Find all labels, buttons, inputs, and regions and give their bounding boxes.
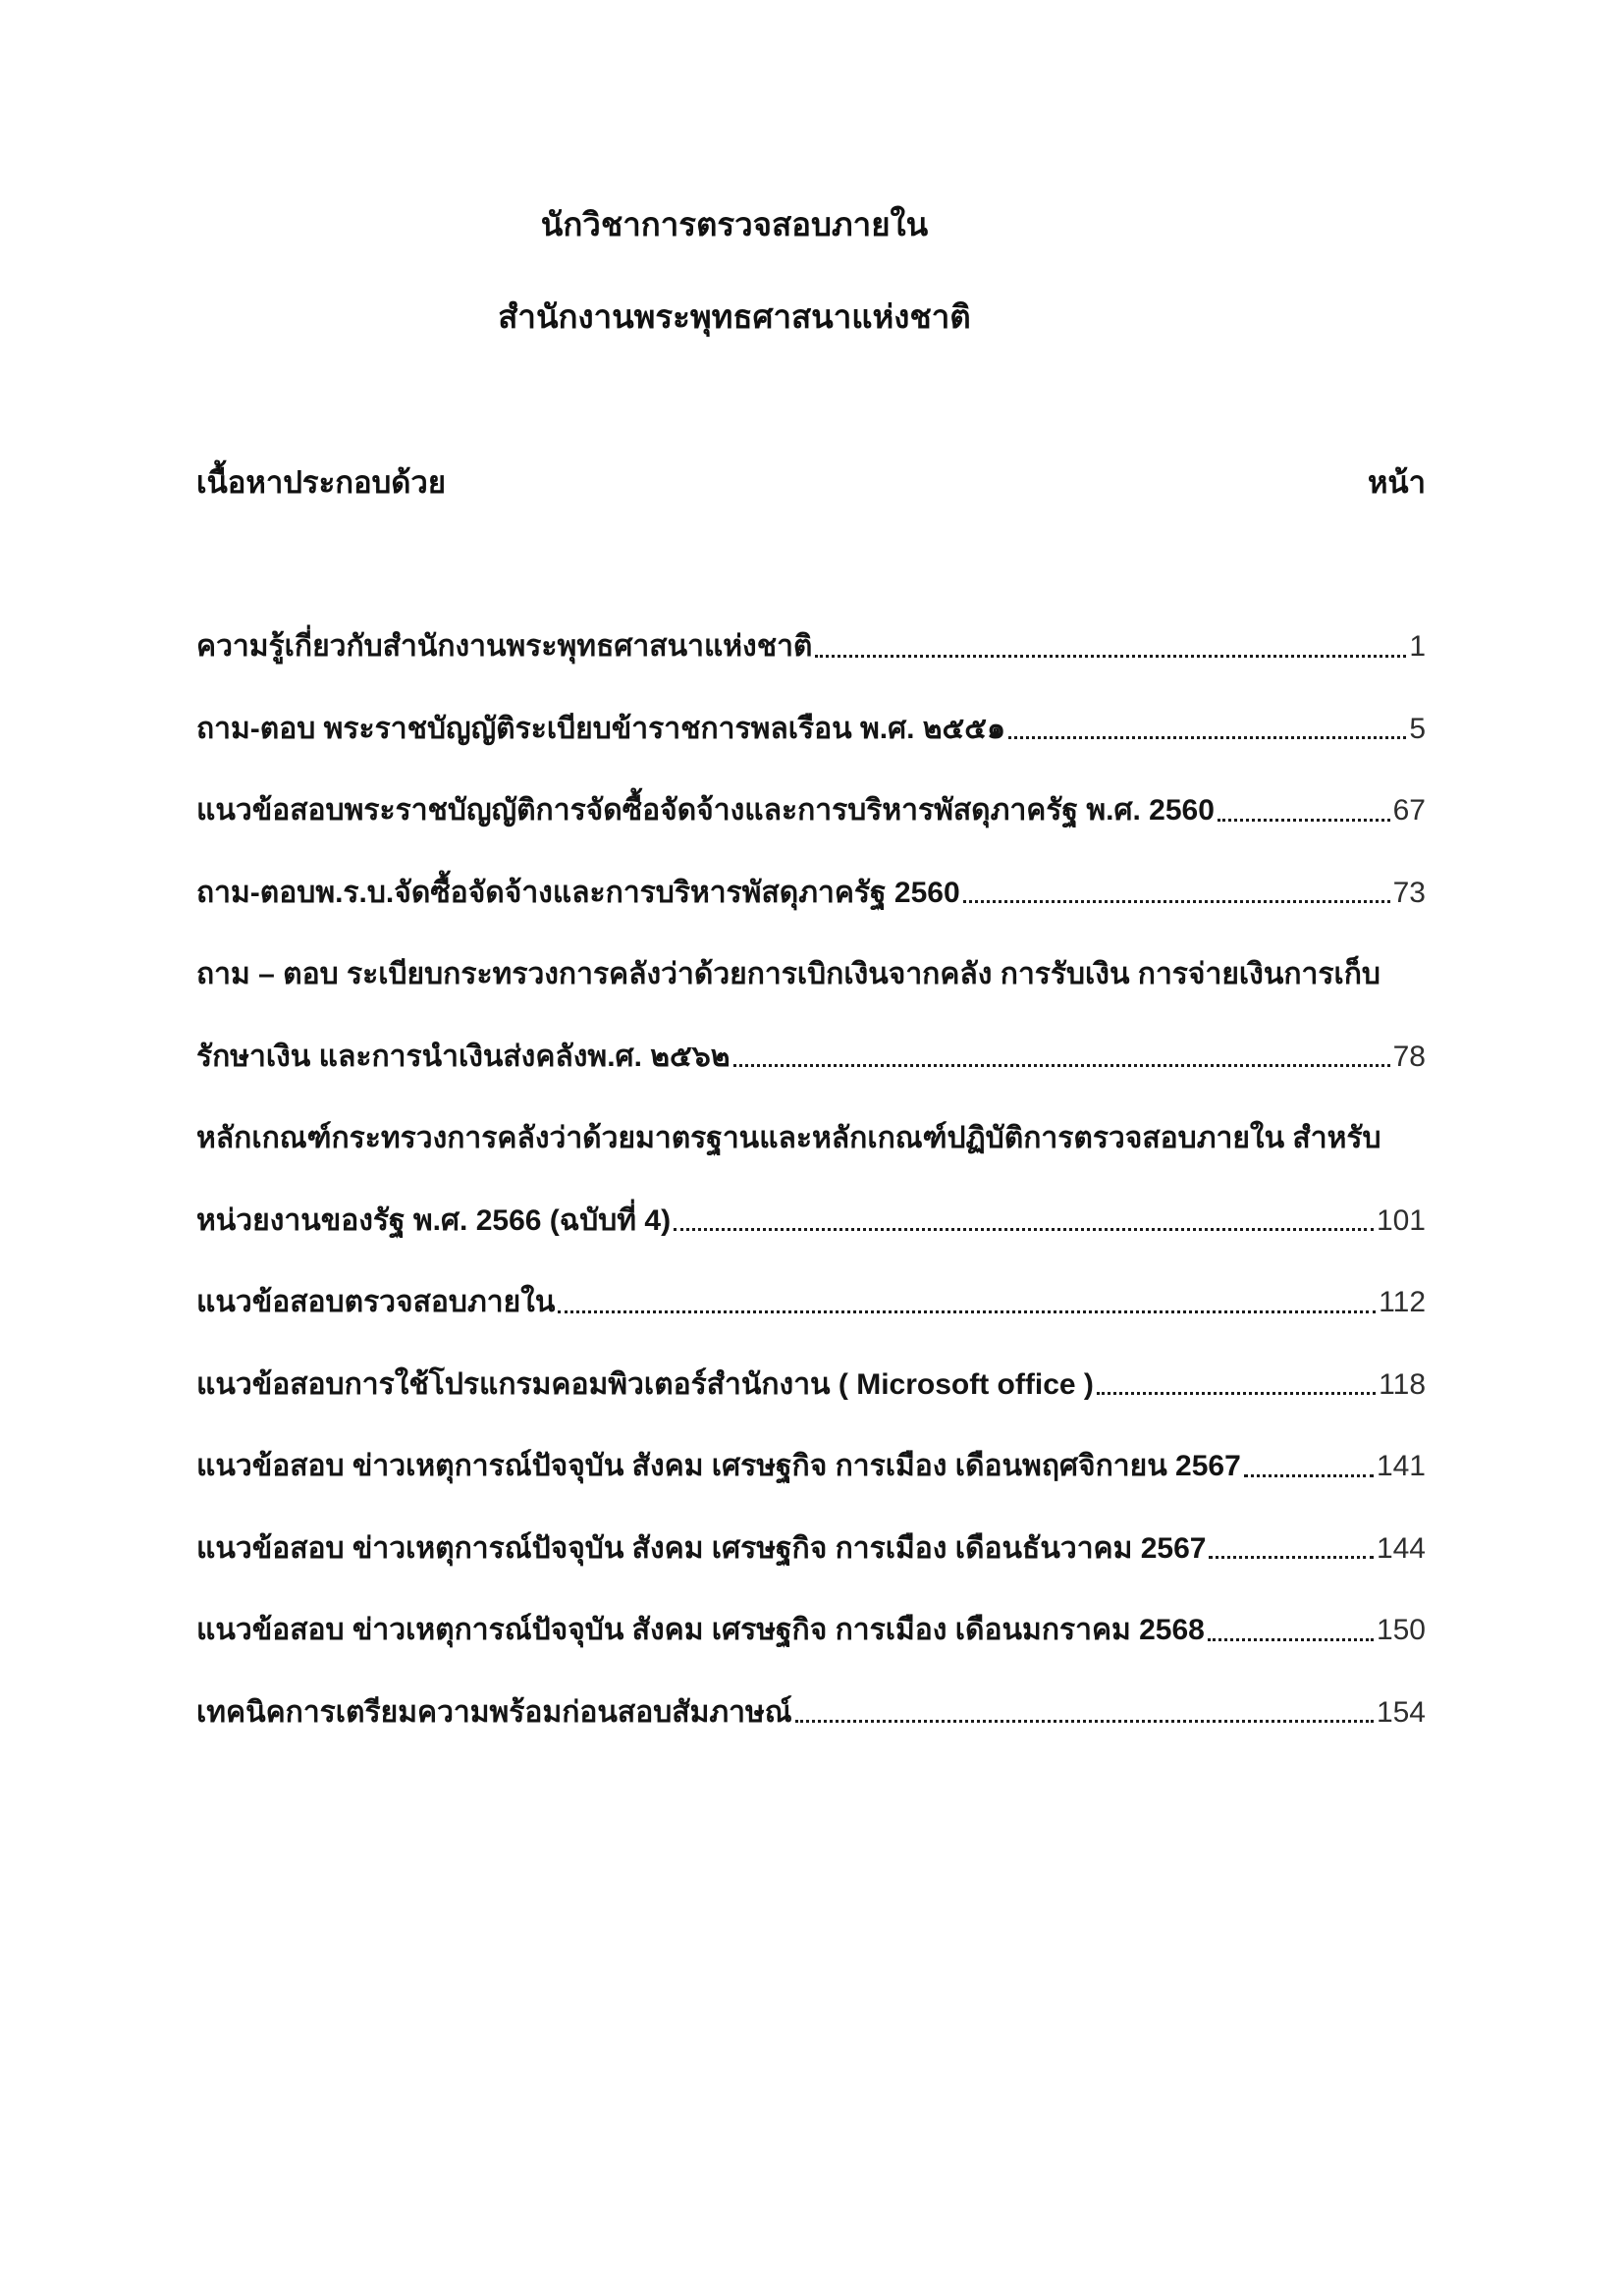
toc-page-number: 67: [1392, 794, 1426, 827]
toc-page-number: 154: [1376, 1695, 1426, 1729]
toc-page-number: 78: [1392, 1040, 1426, 1073]
toc-entry-line: [196, 923, 1426, 1005]
toc-entry-line: [196, 1661, 1426, 1743]
dot-leader: [795, 1720, 1374, 1723]
toc-header-row: [196, 457, 1426, 507]
document-title-line1: นักวิชาการตรวจสอบภายใน: [540, 206, 929, 242]
toc-page-number: 144: [1376, 1531, 1426, 1565]
toc-page-number: 5: [1409, 712, 1426, 745]
toc-entry-title: ถาม-ตอบ พระราชบัญญัติระเบียบข้าราชการพลเรือน พ.ศ. ๒๕๕๑: [196, 712, 1006, 745]
dot-leader: [1008, 736, 1406, 739]
toc-entry-title: แนวข้อสอบ ข่าวเหตุการณ์ปัจจุบัน สังคม เศรษฐกิจ การเมือง เดือนมกราคม 2568: [196, 1614, 1205, 1646]
toc-entry-title: รักษาเงิน และการนำเงินส่งคลังพ.ศ. ๒๕๖๒: [196, 1040, 731, 1073]
toc-entry-line: [196, 1578, 1426, 1661]
dot-leader: [1209, 1556, 1373, 1559]
dot-leader: [558, 1310, 1376, 1313]
dot-leader: [1208, 1638, 1374, 1641]
dot-leader: [1218, 819, 1390, 822]
toc-entry-title: ถาม-ตอบพ.ร.บ.จัดซื้อจัดจ้างและการบริหารพัสดุภาครัฐ 2560: [196, 876, 960, 909]
toc-entry-line: [196, 759, 1426, 841]
dot-leader: [1097, 1392, 1376, 1395]
toc-entry-line: [196, 1005, 1426, 1088]
toc-contents-label: เนื้อหาประกอบด้วย: [196, 465, 446, 500]
toc-entry-title: แนวข้อสอบตรวจสอบภายใน: [196, 1286, 556, 1318]
dot-leader: [674, 1228, 1374, 1231]
dot-leader: [963, 900, 1390, 903]
toc-entry-line: [196, 1497, 1426, 1579]
toc-page-number: 112: [1379, 1286, 1426, 1318]
toc-entry-line: [196, 1087, 1426, 1169]
toc-page-number: 118: [1379, 1367, 1426, 1401]
toc-list: [196, 595, 1426, 1742]
document-title-line2: สำนักงานพระพุทธศาสนาแห่งชาติ: [498, 298, 971, 335]
toc-entry-line: [196, 595, 1426, 677]
toc-entry-line: [196, 1415, 1426, 1497]
toc-entry-line: [196, 1333, 1426, 1415]
toc-entry-line: [196, 841, 1426, 924]
toc-entry-title: เทคนิคการเตรียมความพร้อมก่อนสอบสัมภาษณ์: [196, 1695, 792, 1729]
toc-page-number: 141: [1376, 1450, 1426, 1482]
toc-entry-title: ถาม – ตอบ ระเบียบกระทรวงการคลังว่าด้วยการเบิกเงินจากคลัง การรับเงิน การจ่ายเงินการเก็บ: [196, 958, 1380, 990]
toc-entry-title: แนวข้อสอบ ข่าวเหตุการณ์ปัจจุบัน สังคม เศรษฐกิจ การเมือง เดือนธันวาคม 2567: [196, 1531, 1207, 1565]
toc-entry-line: [196, 1251, 1426, 1333]
toc-entry-title: แนวข้อสอบการใช้โปรแกรมคอมพิวเตอร์สำนักงาน ( Microsoft office ): [196, 1367, 1094, 1401]
toc-page-number: 101: [1376, 1203, 1426, 1237]
toc-page-number: 1: [1409, 630, 1426, 663]
toc-entry-title: แนวข้อสอบ ข่าวเหตุการณ์ปัจจุบัน สังคม เศรษฐกิจ การเมือง เดือนพฤศจิกายน 2567: [196, 1450, 1241, 1482]
toc-entry-line: [196, 677, 1426, 760]
toc-entry-title: หน่วยงานของรัฐ พ.ศ. 2566 (ฉบับที่ 4): [196, 1203, 672, 1237]
toc-entry-title: ความรู้เกี่ยวกับสำนักงานพระพุทธศาสนาแห่งชาติ: [196, 630, 813, 663]
dot-leader: [1244, 1474, 1374, 1477]
toc-entry-title: หลักเกณฑ์กระทรวงการคลังว่าด้วยมาตรฐานและหลักเกณฑ์ปฏิบัติการตรวจสอบภายใน สำหรับ: [196, 1122, 1381, 1154]
toc-page-number: 73: [1392, 876, 1426, 909]
dot-leader: [733, 1064, 1390, 1067]
toc-page-column-label: หน้า: [1367, 465, 1426, 500]
toc-page-number: 150: [1376, 1614, 1426, 1646]
dot-leader: [815, 655, 1406, 658]
toc-entry-line: [196, 1169, 1426, 1252]
toc-entry-title: แนวข้อสอบพระราชบัญญัติการจัดซื้อจัดจ้างและการบริหารพัสดุภาครัฐ พ.ศ. 2560: [196, 794, 1215, 827]
